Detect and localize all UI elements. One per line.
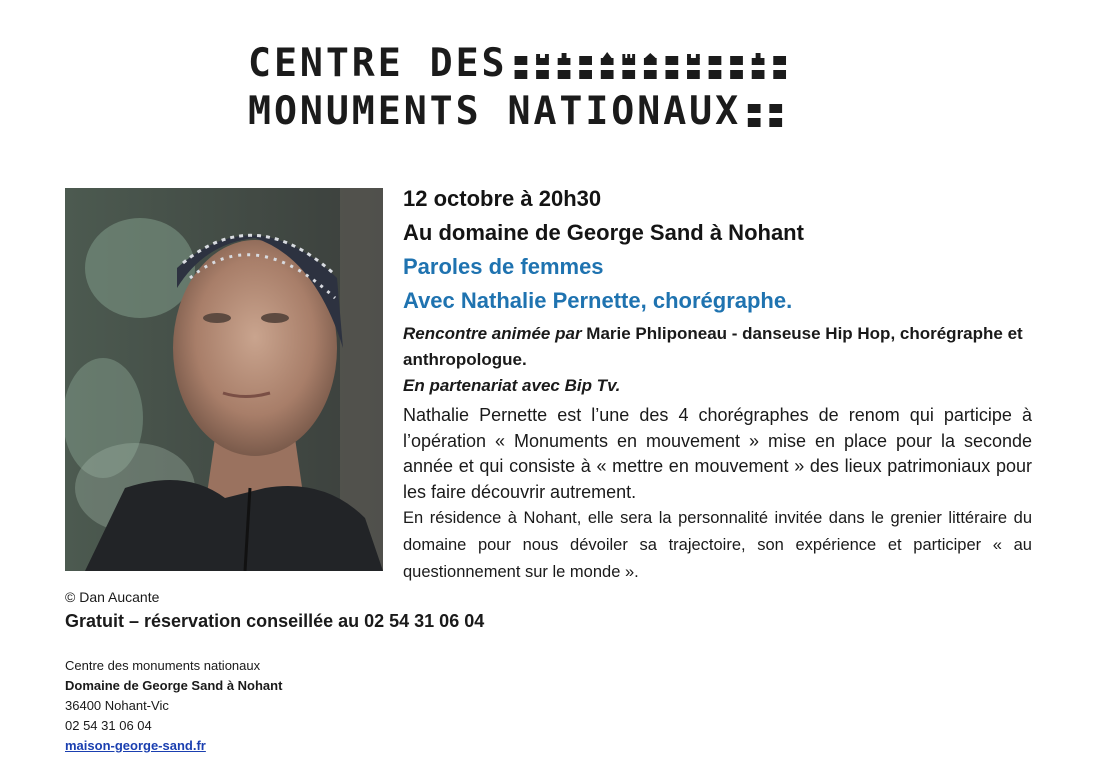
logo-castle-row-1 [513,46,793,82]
intro-italic: Rencontre animée par [403,324,582,343]
portrait-photo [65,188,383,571]
castle-icon [600,52,615,82]
castle-icon [707,52,722,82]
event-title: Paroles de femmes [403,254,604,279]
event-description: Nathalie Pernette est l’une des 4 chorégraphes de renom qui participe à l’opération « Monuments en mouvement » mise en place pour la seconde année et qui consiste à « mettre en mouvement » des lieux patrimoniaux pour les faire découvrir autrement. [403,405,1032,502]
castle-icon [557,52,572,82]
castle-icon [621,52,636,82]
event-date: 12 octobre à 20h30 [403,186,602,211]
event-intro [403,321,1032,373]
event-guest: Avec Nathalie Pernette, chorégraphe. [403,288,793,313]
castle-icon [686,52,701,82]
event-place: Au domaine de George Sand à Nohant [403,220,804,245]
footer-domain: Domaine de George Sand à Nohant [65,678,283,693]
castle-icon [772,52,787,82]
event-residency: En résidence à Nohant, elle sera la personnalité invitée dans le grenier littéraire du domaine pour nous dévoiler sa trajectoire, son expérience et participer « au questionnement sur le monde ». [403,509,1032,581]
event-partnership: En partenariat avec Bip Tv. [403,376,621,395]
event-details [403,182,1032,586]
castle-icon [513,52,528,82]
logo-text-line2: MONUMENTS NATIONAUX [248,89,742,134]
footer-org: Centre des monuments nationaux [65,658,261,673]
logo-line-1 [248,40,794,88]
castle-icon [643,52,658,82]
photo-credit: © Dan Aucante [65,589,160,605]
footer-phone: 02 54 31 06 04 [65,718,152,733]
castle-icon [747,100,762,130]
castle-icon [769,100,784,130]
intro-rest: Marie Phliponeau - danseuse Hip Hop, chorégraphe et anthropologue. [403,324,1023,369]
logo-castle-row-2 [747,94,790,130]
website-link[interactable]: maison-george-sand.fr [65,738,206,753]
footer-contact [65,656,282,756]
castle-icon [729,52,744,82]
castle-icon [664,52,679,82]
logo-line-2 [248,88,794,136]
booking-info: Gratuit – réservation conseillée au 02 54 31 06 04 [65,611,485,631]
castle-icon [751,52,766,82]
cmn-logo [248,40,805,136]
logo-text-line1: CENTRE DES [248,41,508,86]
castle-icon [535,52,550,82]
footer-address: 36400 Nohant-Vic [65,698,169,713]
castle-icon [578,52,593,82]
